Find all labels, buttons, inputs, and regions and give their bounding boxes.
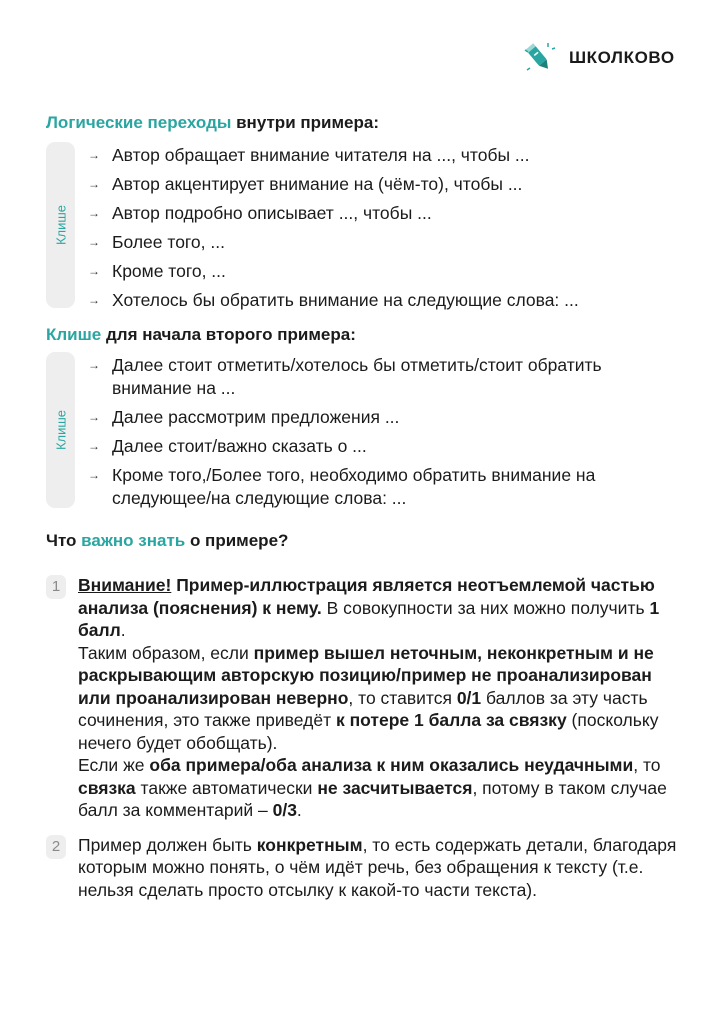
section1-cliche-list: [88, 144, 688, 318]
point-text-fragment: также автоматически: [135, 777, 318, 798]
point-text-fragment: Таким образом, если: [78, 642, 254, 663]
arrow-right-icon: →: [88, 177, 100, 191]
point-text-fragment: Внимание!: [78, 575, 172, 595]
arrow-right-icon: →: [88, 264, 100, 278]
point-text-fragment: конкретным: [256, 834, 363, 855]
list-item: [88, 464, 668, 510]
section2-cliche-bar: [46, 352, 75, 508]
arrow-right-icon: →: [88, 439, 100, 453]
point-item: [46, 574, 686, 822]
section1-cliche-label: Клише: [53, 204, 68, 246]
point-text-fragment: связка: [78, 777, 136, 798]
list-item-text: Далее стоит отметить/хотелось бы отметить/стоит обратить внимание на ...: [112, 355, 602, 398]
section3-heading-post: о примере?: [185, 531, 289, 550]
point-text-fragment: , то есть содержать детали, благодаря которым можно понять, о чём идёт речь, без обращения к тексту (т.е. нельзя сделать просто отсылку к какой-то части текста).: [78, 834, 677, 900]
section3-heading-pre: Что: [46, 531, 82, 550]
point-text-fragment: Если же: [78, 755, 150, 775]
point-number: 1: [46, 575, 66, 599]
point-number: 2: [46, 835, 66, 859]
list-item: [88, 231, 688, 254]
point-text-fragment: Пример-иллюстрация является неотъемлемой частью анализа (пояснения) к нему.: [78, 575, 655, 618]
list-item: [88, 144, 688, 167]
section2-cliche-list: [88, 354, 668, 516]
list-item-text: Кроме того, ...: [112, 261, 226, 281]
arrow-right-icon: →: [88, 206, 100, 220]
section1-heading-accent: Логические переходы: [46, 113, 232, 132]
point-text-fragment: , то ставится: [348, 687, 457, 708]
section2-heading-rest: для начала второго примера:: [101, 325, 356, 344]
list-item: [88, 406, 668, 429]
point-text-fragment: баллов за эту часть сочинения, это также приведёт: [78, 687, 648, 730]
point-text-fragment: 1 балл: [78, 597, 660, 640]
point-item: [46, 834, 686, 902]
section2-cliche-label: Клише: [53, 409, 68, 451]
list-item-text: Кроме того,/Более того, необходимо обратить внимание на следующее/на следующие слова: ...: [112, 465, 596, 508]
point-text-fragment: В совокупности за них можно получить: [321, 597, 650, 618]
list-item-text: Автор подробно описывает ..., чтобы ...: [112, 203, 432, 223]
arrow-right-icon: →: [88, 468, 100, 482]
list-item-text: Более того, ...: [112, 232, 225, 252]
point-text-fragment: Пример должен быть: [78, 834, 257, 855]
point-text-fragment: не засчитывается: [317, 777, 473, 798]
point-text-fragment: пример вышел неточным, неконкретным и не раскрывающим авторскую позицию/пример не проанализирован или проанализирован неверно: [78, 642, 654, 708]
list-item-text: Автор акцентирует внимание на (чём-то), чтобы ...: [112, 174, 523, 194]
section3-heading: [46, 531, 288, 551]
section2-heading: [46, 325, 356, 345]
list-item-text: Далее стоит/важно сказать о ...: [112, 436, 367, 456]
point-text-fragment: 0/1: [456, 687, 482, 708]
list-item: [88, 173, 688, 196]
arrow-right-icon: →: [88, 293, 100, 307]
section3-points-list: [46, 574, 686, 913]
arrow-right-icon: →: [88, 235, 100, 249]
list-item: [88, 435, 668, 458]
pencil-logo-icon: [521, 40, 557, 76]
list-item: [88, 354, 668, 400]
arrow-right-icon: →: [88, 148, 100, 162]
point-text-fragment: .: [120, 620, 126, 640]
brand-logo: [521, 40, 675, 76]
point-text-fragment: к потере 1 балла за связку: [335, 710, 567, 730]
section1-heading-rest: внутри примера:: [231, 113, 379, 132]
point-text-fragment: (поскольку нечего будет обобщать).: [78, 710, 659, 753]
list-item: [88, 260, 688, 283]
point-text-fragment: , то: [633, 755, 661, 775]
arrow-right-icon: →: [88, 358, 100, 372]
section3-heading-accent: важно знать: [81, 531, 186, 550]
point-text-fragment: .: [296, 800, 302, 820]
section1-cliche-bar: [46, 142, 75, 308]
list-item: [88, 289, 688, 312]
list-item-text: Далее рассмотрим предложения ...: [112, 407, 400, 427]
brand-name: ШКОЛКОВО: [569, 48, 675, 67]
list-item-text: Автор обращает внимание читателя на ..., чтобы ...: [112, 145, 530, 165]
list-item-text: Хотелось бы обратить внимание на следующие слова: ...: [112, 290, 579, 310]
section1-heading: [46, 113, 379, 133]
point-text-fragment: , потому в таком случае балл за комментарий –: [78, 777, 667, 820]
point-text-fragment: оба примера/оба анализа к ним оказались неудачными: [149, 755, 634, 775]
arrow-right-icon: →: [88, 410, 100, 424]
list-item: [88, 202, 688, 225]
point-text-fragment: 0/3: [272, 800, 297, 820]
section2-heading-accent: Клише: [46, 325, 102, 344]
